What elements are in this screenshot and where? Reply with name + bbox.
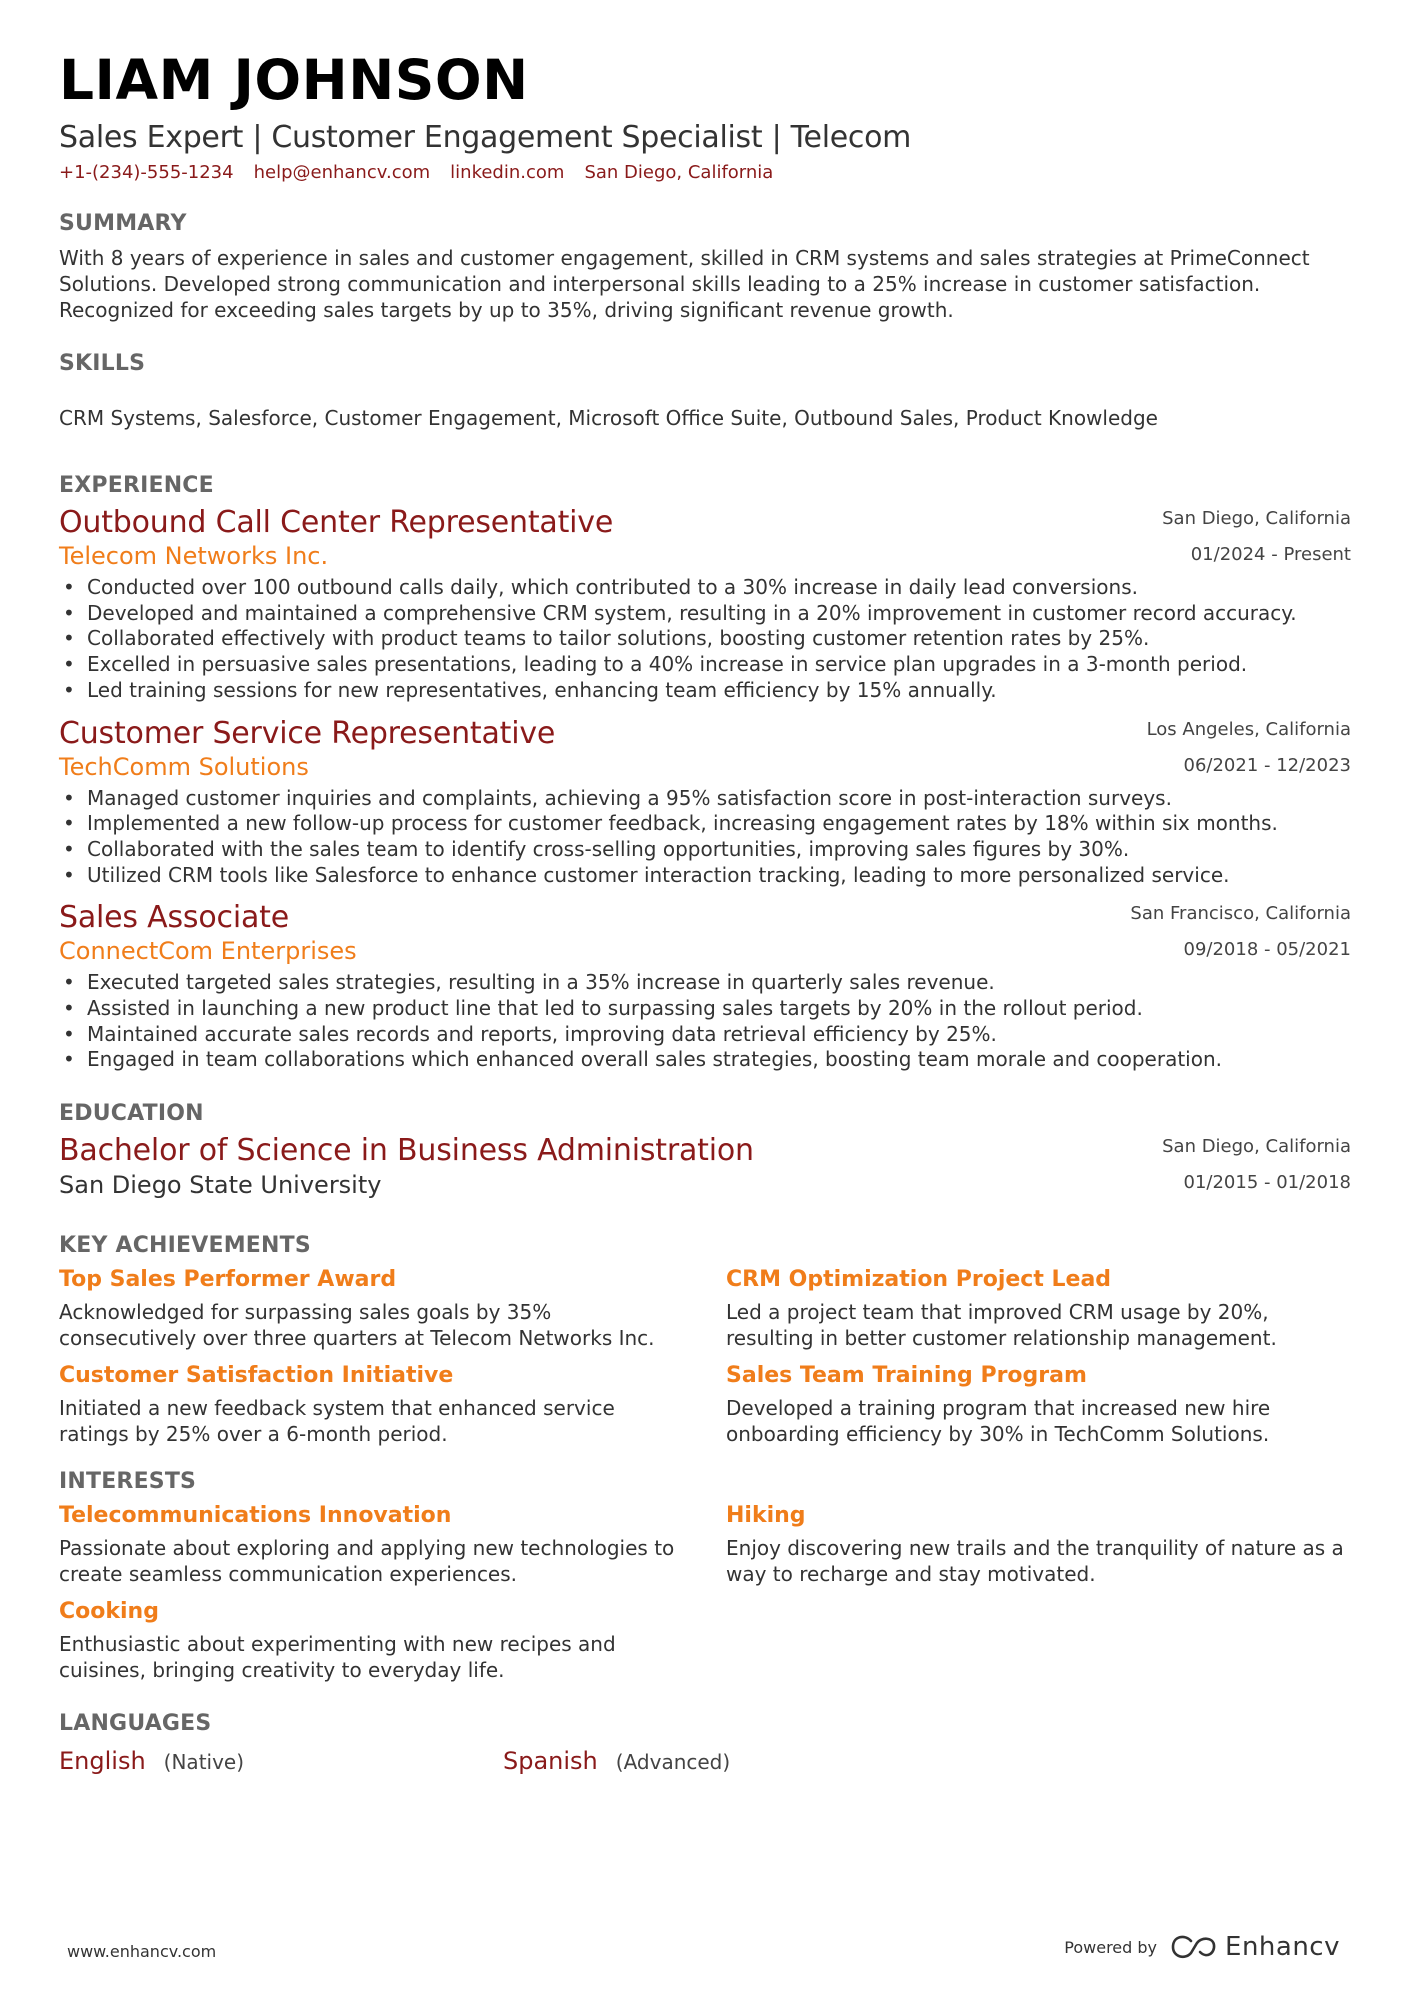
- contact-linkedin[interactable]: linkedin.com: [450, 162, 565, 183]
- achievement-title: Sales Team Training Program: [726, 1363, 1087, 1389]
- interest-desc: Enthusiastic about experimenting with new recipes and cuisines, bringing creativity to everyday life.: [59, 1632, 616, 1683]
- job-location: San Francisco, California: [1130, 903, 1351, 925]
- interests-heading: INTERESTS: [59, 1469, 197, 1495]
- job-meta: [1147, 716, 1351, 778]
- contact-phone[interactable]: +1-(234)-555-1234: [59, 162, 234, 183]
- education-heading: EDUCATION: [59, 1101, 204, 1127]
- achievement-item: [726, 1361, 1357, 1447]
- job-bullet: • Conducted over 100 outbound calls daily, which contributed to a 30% increase in daily lead conversions.: [59, 575, 1351, 601]
- language-name: Spanish: [503, 1747, 598, 1776]
- job-bullet: • Collaborated effectively with product teams to tailor solutions, boosting customer retention rates by 25%.: [59, 626, 1351, 652]
- achievement-item: [59, 1361, 726, 1447]
- education-school: San Diego State University: [59, 1171, 382, 1200]
- brand-name: Enhancv: [1225, 1932, 1340, 1962]
- job-dates: 01/2024 - Present: [1190, 544, 1351, 565]
- languages-heading: LANGUAGES: [59, 1711, 212, 1737]
- job-meta: [1130, 900, 1351, 962]
- language-item: [59, 1745, 503, 1777]
- summary-text: With 8 years of experience in sales and customer engagement, skilled in CRM systems and sales strategies at PrimeConnect Solutions. Developed strong communication and interpersonal skills leading to a 25% increase in customer satisfaction. Recognized for exceeding sales targets by up to 35%, driving significant revenue growth.: [59, 246, 1310, 322]
- job-company: ConnectCom Enterprises: [59, 937, 357, 966]
- experience-section: [59, 471, 1351, 1073]
- education-section: [59, 1099, 1351, 1201]
- job-bullet: • Engaged in team collaborations which enhanced overall sales strategies, boosting team morale and cooperation.: [59, 1047, 1351, 1073]
- achievement-desc: Developed a training program that increased new hire onboarding efficiency by 30% in TechComm Solutions.: [726, 1396, 1271, 1447]
- job-bullet: • Implemented a new follow-up process for customer feedback, increasing engagement rates by 18% within six months.: [59, 811, 1351, 837]
- contact-info: [59, 161, 1351, 185]
- interest-desc: Passionate about exploring and applying new technologies to create seamless communication experiences.: [59, 1536, 675, 1587]
- job-bullets: [59, 970, 1351, 1073]
- enhancv-logo-icon: [1171, 1935, 1217, 1959]
- summary-section: [59, 209, 1351, 323]
- achievement-item: [59, 1265, 726, 1351]
- job-bullet: • Developed and maintained a comprehensive CRM system, resulting in a 20% improvement in customer record accuracy.: [59, 601, 1351, 627]
- interest-title: Cooking: [59, 1599, 159, 1625]
- achievement-title: CRM Optimization Project Lead: [726, 1267, 1112, 1293]
- interest-item: [59, 1501, 726, 1587]
- education-degree: Bachelor of Science in Business Administration: [59, 1133, 754, 1169]
- job-bullet: • Utilized CRM tools like Salesforce to enhance customer interaction tracking, leading to more personalized service.: [59, 863, 1351, 889]
- achievement-title: Top Sales Performer Award: [59, 1267, 397, 1293]
- job-title: Customer Service Representative: [59, 715, 556, 751]
- summary-heading: SUMMARY: [59, 211, 187, 236]
- language-name: English: [59, 1747, 146, 1776]
- interest-title: Hiking: [726, 1503, 806, 1529]
- contact-location: San Diego, California: [584, 162, 774, 183]
- achievement-title: Customer Satisfaction Initiative: [59, 1363, 454, 1389]
- interest-title: Telecommunications Innovation: [59, 1503, 452, 1529]
- job-company: Telecom Networks Inc.: [59, 542, 329, 570]
- skills-heading: SKILLS: [59, 351, 146, 376]
- job-company: TechComm Solutions: [59, 752, 309, 781]
- job-bullet: • Executed targeted sales strategies, resulting in a 35% increase in quarterly sales revenue.: [59, 970, 1351, 996]
- interest-desc: Enjoy discovering new trails and the tranquility of nature as a way to recharge and stay motivated.: [726, 1536, 1344, 1587]
- achievements-heading: KEY ACHIEVEMENTS: [59, 1233, 311, 1259]
- education-dates: 01/2015 - 01/2018: [1183, 1172, 1351, 1194]
- job-location: Los Angeles, California: [1146, 718, 1351, 740]
- language-level: (Native): [163, 1750, 245, 1775]
- job-bullets: [59, 786, 1351, 889]
- job-entry: [59, 505, 1351, 704]
- job-bullet: • Collaborated with the sales team to identify cross-selling opportunities, improving sales figures by 30%.: [59, 837, 1351, 863]
- education-entry: [59, 1133, 1351, 1201]
- candidate-name: LIAM JOHNSON: [59, 48, 529, 112]
- languages-section: [59, 1709, 1351, 1777]
- interests-grid: [59, 1497, 1351, 1683]
- footer-website[interactable]: www.enhancv.com: [67, 1942, 217, 1961]
- education-meta: [1162, 1133, 1351, 1195]
- languages-list: [59, 1745, 1351, 1777]
- job-bullet: • Led training sessions for new representatives, enhancing team efficiency by 15% annually.: [59, 678, 1351, 704]
- skills-list: CRM Systems, Salesforce, Customer Engagement, Microsoft Office Suite, Outbound Sales, Product Knowledge: [59, 406, 1158, 430]
- candidate-tagline: Sales Expert | Customer Engagement Specialist | Telecom: [59, 120, 912, 155]
- job-location: San Diego, California: [1162, 508, 1351, 529]
- job-bullets: [59, 575, 1351, 704]
- job-dates: 06/2021 - 12/2023: [1183, 754, 1351, 776]
- interest-item: [59, 1597, 726, 1683]
- education-location: San Diego, California: [1162, 1136, 1351, 1158]
- job-bullet: • Excelled in persuasive sales presentations, leading to a 40% increase in service plan upgrades in a 3-month period.: [59, 652, 1351, 678]
- achievements-section: [59, 1231, 1351, 1447]
- resume-header: [59, 46, 1351, 185]
- job-bullet: • Maintained accurate sales records and reports, improving data retrieval efficiency by 25%.: [59, 1022, 1351, 1048]
- enhancv-logo[interactable]: [1171, 1932, 1340, 1962]
- job-entry: [59, 900, 1351, 1073]
- skills-section: [59, 349, 1351, 431]
- language-level: (Advanced): [615, 1750, 731, 1775]
- achievements-grid: [59, 1261, 1351, 1447]
- job-bullet: • Managed customer inquiries and complaints, achieving a 95% satisfaction score in post-interaction surveys.: [59, 786, 1351, 812]
- experience-heading: EXPERIENCE: [59, 473, 214, 498]
- job-title: Outbound Call Center Representative: [59, 505, 614, 540]
- job-bullet: • Assisted in launching a new product line that led to surpassing sales targets by 20% in the rollout period.: [59, 996, 1351, 1022]
- job-entry: [59, 716, 1351, 889]
- achievement-desc: Acknowledged for surpassing sales goals by 35% consecutively over three quarters at Telecom Networks Inc.: [59, 1300, 655, 1351]
- job-dates: 09/2018 - 05/2021: [1183, 939, 1351, 961]
- achievement-desc: Led a project team that improved CRM usage by 20%, resulting in better customer relationship management.: [726, 1300, 1277, 1351]
- interests-section: [59, 1467, 1351, 1683]
- achievement-item: [726, 1265, 1357, 1351]
- powered-by-label: Powered by: [1064, 1937, 1158, 1957]
- footer-branding: [1064, 1932, 1340, 1962]
- language-item: [503, 1745, 947, 1777]
- achievement-desc: Initiated a new feedback system that enhanced service ratings by 25% over a 6-month period.: [59, 1396, 615, 1447]
- job-title: Sales Associate: [59, 900, 289, 936]
- job-meta: [1162, 505, 1351, 567]
- contact-email[interactable]: help@enhancv.com: [253, 162, 431, 183]
- interest-item: [726, 1501, 1357, 1587]
